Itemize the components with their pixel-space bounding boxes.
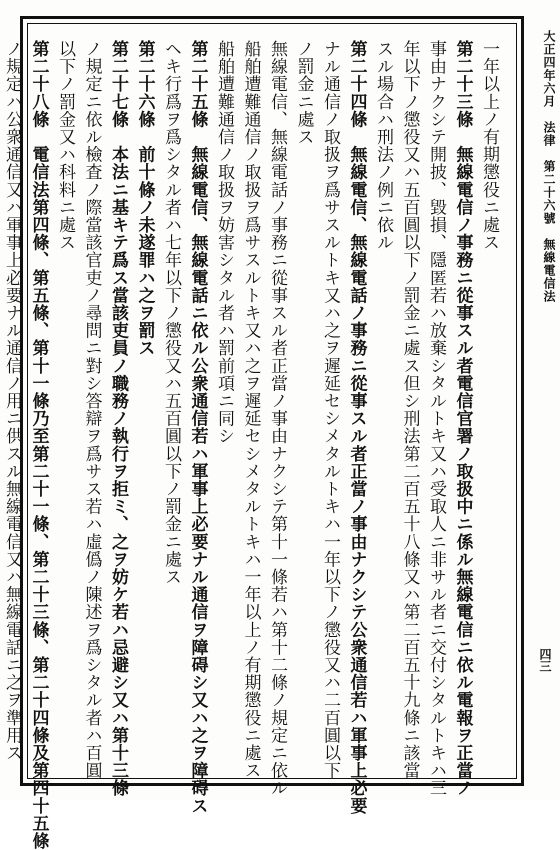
running-header-text: 大正四年六月 法律 第二十六號 無線電信法: [542, 30, 556, 303]
article-24-heading-column: 第二十四條 無線電信、無線電話ノ事務ニ從事スル者正當ノ事由ナクシテ公衆通信若ハ軍事上必要: [346, 40, 367, 815]
text-column: 事由ナクシテ開披、毀損、隱匿若ハ放棄シタルトキ又ハ受取人ニ非サル者ニ交付シタルトキハ三: [426, 40, 446, 797]
text-column: 年以下ノ懲役又ハ五百圓以下ノ罰金ニ處ス但シ刑法第二百五十八條又ハ第二百五十九條ニ該當: [399, 40, 420, 780]
page-number: 四三: [538, 648, 552, 672]
text-column: 船舶遭難通信ノ取扱ヲ爲サスルトキ又ハ之ヲ遲延セシメタルトキハ一年以上ノ有期懲役ニ處ス: [240, 40, 261, 780]
text-column: ヘキ行爲ヲ爲シタル者ハ七年以下ノ懲役又ハ五百圓以下ノ罰金ニ處ス: [161, 40, 181, 586]
text-column: 無線電信、無線電話ノ事務ニ從事スル者正當ノ事由ナクシテ第十一條若ハ第十二條ノ規定ニ依ル: [267, 40, 287, 797]
text-column: 船舶遭難通信ノ取扱ヲ妨害シタル者ハ罰前項ニ同シ: [214, 40, 234, 445]
text-column: 一年以上ノ有期懲役ニ處ス: [479, 40, 499, 252]
text-column: ノ規定ハ公衆通信又ハ軍事上必要ナル通信ノ用ニ供スル無線電信又ハ無線電話ニ之ヲ準用ス: [2, 40, 22, 762]
article-28-heading-column: 第二十八條 電信法第四條、第五條、第十一條乃至第二十一條、第二十三條、第二十四條及第四十五條: [28, 40, 49, 850]
running-header: [542, 30, 556, 303]
text-column: ナル通信ノ取扱ヲ爲サスルトキ又ハ之ヲ遲延セシメタルトキハ一年以下ノ懲役又ハ二百圓以下: [320, 40, 340, 780]
text-column: スル場合ハ刑法ノ例ニ依ル: [373, 40, 393, 252]
text-column: 以下ノ罰金又ハ科料ニ處ス: [55, 40, 75, 252]
statute-body: [2, 40, 502, 850]
text-column: ノ罰金ニ處ス: [293, 40, 314, 146]
article-27-heading-column: 第二十七條 本法ニ基キテ爲ス當該吏員ノ職務ノ執行ヲ拒ミ、之ヲ妨ケ若ハ忌避シ又ハ第十三條: [108, 40, 128, 797]
article-23-heading-column: 第二十三條 無線電信ノ事務ニ從事スル者電信官署ノ取扱中ニ係ル無線電信ニ依ル電報ヲ正當ノ: [452, 40, 473, 797]
article-25-heading-column: 第二十五條 無線電信、無線電話ニ依ル公衆通信若ハ軍事上必要ナル通信ヲ障碍シ又ハ之ヲ障碍ス: [187, 40, 208, 815]
article-26-heading-column: 第二十六條 前十條ノ未遂罪ハ之ヲ罰ス: [134, 40, 155, 357]
text-column: ノ規定ニ依ル檢査ノ際當該官吏ノ尋問ニ對シ答辯ヲ爲サス若ハ虛僞ノ陳述ヲ爲シタル者ハ百圓: [81, 40, 102, 780]
